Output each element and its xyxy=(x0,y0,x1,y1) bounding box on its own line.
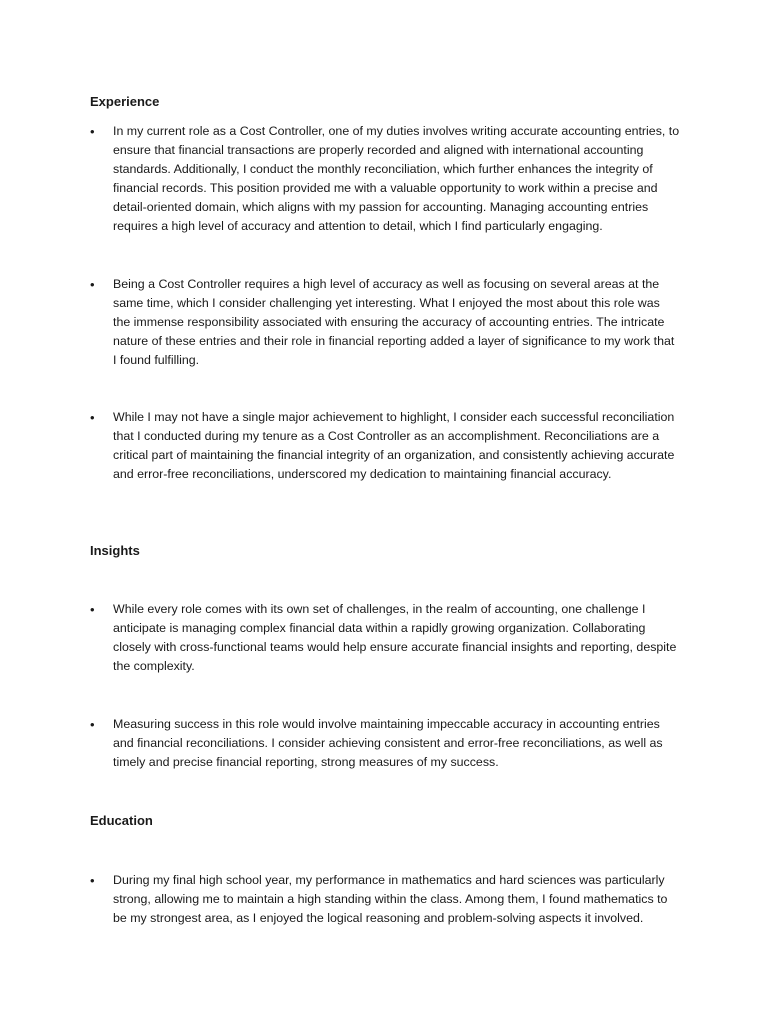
list-item-text: Measuring success in this role would involve maintaining impeccable accuracy in accounting entries and financial reconciliations. I consider achieving consistent and error-free reconciliations, as well as timely and precise financial reporting, strong measures of my success. xyxy=(113,717,663,769)
bullet-icon: • xyxy=(90,124,95,139)
list-item xyxy=(90,275,680,370)
list-item xyxy=(90,871,680,928)
bullet-icon: • xyxy=(90,602,95,617)
list-item-text: In my current role as a Cost Controller, one of my duties involves writing accurate accounting entries, to ensure that financial transactions are properly recorded and aligned with international accounting standards. Additionally, I conduct the monthly reconciliation, which further enhances the integrity of financial records. This position provided me with a valuable opportunity to work within a precise and detail-oriented domain, which aligns with my passion for accounting. Managing accounting entries requires a high level of accuracy and attention to detail, which I find particularly engaging. xyxy=(113,124,680,233)
section-heading-insights: Insights xyxy=(90,543,140,558)
list-item-text: While every role comes with its own set of challenges, in the realm of accounting, one challenge I anticipate is managing complex financial data within a rapidly growing organization. Collaborating closely with cross-functional teams would help ensure accurate financial insights and reporting, despite the complexity. xyxy=(113,602,677,673)
bullet-icon: • xyxy=(90,410,95,425)
section-heading-experience: Experience xyxy=(90,94,160,109)
bullet-icon: • xyxy=(90,277,95,292)
list-item xyxy=(90,122,680,236)
list-item xyxy=(90,408,680,484)
bullet-icon: • xyxy=(90,717,95,732)
section-heading-education: Education xyxy=(90,813,153,828)
bullet-icon: • xyxy=(90,873,95,888)
list-item xyxy=(90,715,680,772)
list-item xyxy=(90,600,680,676)
list-item-text: Being a Cost Controller requires a high level of accuracy as well as focusing on several areas at the same time, which I consider challenging yet interesting. What I enjoyed the most about this role was the immense responsibility associated with ensuring the accuracy of accounting entries. The intricate nature of these entries and their role in financial reporting added a layer of significance to my work that I found fulfilling. xyxy=(113,277,675,367)
list-item-text: While I may not have a single major achievement to highlight, I consider each successful reconciliation that I conducted during my tenure as a Cost Controller as an accomplishment. Reconciliations are a critical part of maintaining the financial integrity of an organization, and consistently achieving accurate and error-free reconciliations, underscored my dedication to maintaining financial accuracy. xyxy=(113,410,675,481)
list-item-text: During my final high school year, my performance in mathematics and hard sciences was particularly strong, allowing me to maintain a high standing within the class. Among them, I found mathematics to be my strongest area, as I enjoyed the logical reasoning and problem-solving aspects it involved. xyxy=(113,873,668,925)
